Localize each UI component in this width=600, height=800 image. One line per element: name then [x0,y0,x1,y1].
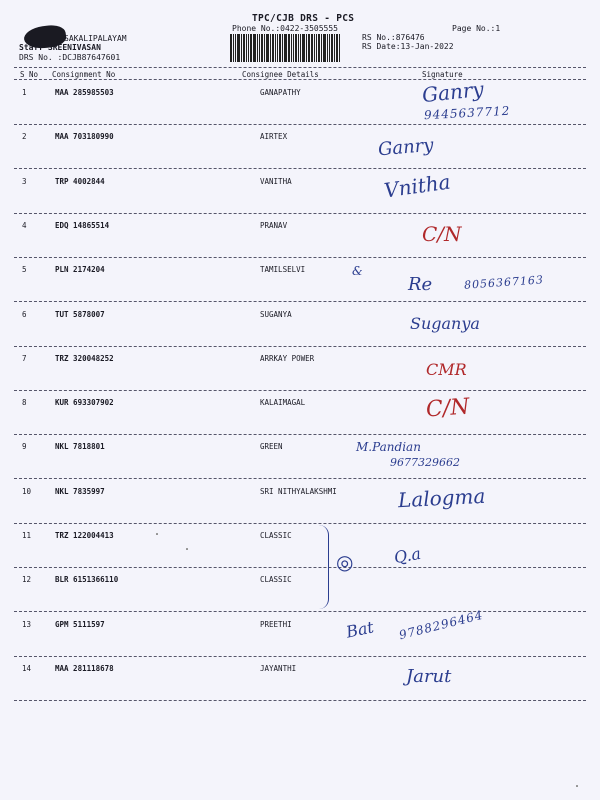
consignee-name: PREETHI [260,620,292,629]
consignee-name: JAYANTHI [260,664,297,673]
barcode-bar [288,34,290,62]
row-number: 3 [22,177,27,186]
signature-9: M.Pandian [356,440,421,454]
row-number: 4 [22,221,27,230]
barcode-bar [233,34,234,62]
barcode-bar [331,34,333,62]
consignment-number: TUT 5878007 [55,310,105,319]
barcode-bar [311,34,313,62]
consignment-number: NKL 7818801 [55,442,105,451]
header-rule-top [14,67,586,68]
consignee-name: VANITHA [260,177,292,186]
barcode-bar [275,34,276,62]
col-header-sno: S No [20,70,39,79]
consignee-name: SRI NITHYALAKSHMI [260,487,337,496]
signature-9-phone: 9677329662 [390,456,460,469]
barcode-bar [306,34,307,62]
signature-6: Suganya [410,314,480,333]
drs-number: DRS No. :DCJB87647601 [19,53,121,62]
row-number: 9 [22,442,27,451]
col-header-signature: Signature [422,70,463,79]
row-number: 2 [22,132,27,141]
barcode-bar [291,34,292,62]
row-divider [14,124,586,125]
row-divider [14,301,586,302]
barcode-bar [327,34,328,62]
barcode-bar [300,34,301,62]
row-divider [14,700,586,701]
consignee-name: GREEN [260,442,283,451]
row-divider [14,346,586,347]
barcode-bar [334,34,335,62]
barcode [230,34,354,62]
barcode-bar [257,34,258,62]
barcode-bar [298,34,299,62]
consignee-name: KALAIMAGAL [260,398,306,407]
page-number: Page No.:1 [452,24,501,33]
row-number: 10 [22,487,32,496]
consignment-number: TRZ 122004413 [55,531,114,540]
consignment-number: TRZ 320048252 [55,354,114,363]
col-header-consignee: Consignee Details [242,70,319,79]
row-number: 1 [22,88,27,97]
branch-location: SAKALIPALAYAM [64,34,127,43]
barcode-bar [308,34,310,62]
header-rule-bottom [14,79,586,80]
consignee-name: GANAPATHY [260,88,301,97]
barcode-bar [248,34,249,62]
consignee-name: ARRKAY POWER [260,354,315,363]
row-number: 12 [22,575,32,584]
scan-speck [156,533,158,535]
signature-11: Q.a [392,543,423,568]
barcode-bar [261,34,263,62]
consignee-name: SUGANYA [260,310,292,319]
barcode-bar [284,34,287,62]
signature-1: Ganry [420,76,485,108]
barcode-bar [250,34,252,62]
barcode-bar [246,34,247,62]
barcode-bar [293,34,294,62]
barcode-bar [243,34,245,62]
consignee-name: TAMILSELVI [260,265,306,274]
consignment-number: MAA 703180990 [55,132,114,141]
barcode-bar [302,34,305,62]
signature-3: Vnitha [382,169,452,203]
staff-name: Staff SREENIVASAN [19,43,101,52]
signature-2: Ganry [377,134,435,161]
row-divider [14,168,586,169]
row-divider [14,567,586,568]
row-number: 7 [22,354,27,363]
consignment-number: TRP 4002844 [55,177,105,186]
signature-14: Jarut [406,666,452,687]
barcode-bar [316,34,317,62]
signature-4: C/N [422,222,462,246]
consignment-number: MAA 281118678 [55,664,114,673]
barcode-bar [230,34,232,62]
consignment-number: BLR 6151366110 [55,575,119,584]
barcode-bar [282,34,283,62]
barcode-bar [241,34,242,62]
barcode-bar [235,34,236,62]
consignee-name: PRANAV [260,221,288,230]
barcode-bar [279,34,281,62]
barcode-bar [253,34,256,62]
barcode-bar [295,34,297,62]
signature-8: C/N [425,394,471,423]
grouping-brace [318,525,329,609]
rs-date: RS Date:13-Jan-2022 [362,42,454,51]
barcode-bar [318,34,320,62]
consignment-number: PLN 2174204 [55,265,105,274]
signature-10: Lalogma [397,483,486,513]
row-number: 14 [22,664,32,673]
scan-speck [576,785,578,787]
row-number: 11 [22,531,32,540]
consignment-number: EDQ 14865514 [55,221,110,230]
row-divider [14,478,586,479]
row-divider [14,434,586,435]
barcode-bar [237,34,240,62]
consignment-number: GPM 5111597 [55,620,105,629]
barcode-bar [329,34,330,62]
signature-5-mark: & [352,264,363,278]
consignment-number: NKL 7835997 [55,487,105,496]
signature-1-phone: 9445637712 [423,103,511,123]
barcode-bar [323,34,326,62]
signature-5-phone: 8056367163 [463,273,545,292]
barcode-bar [266,34,269,62]
barcode-bar [339,34,340,62]
signature-11-circle: ◎ [336,550,354,574]
barcode-bar [272,34,274,62]
barcode-bar [259,34,260,62]
barcode-bar [336,34,338,62]
row-number: 8 [22,398,27,407]
row-divider [14,656,586,657]
phone-number: Phone No.:0422-3505555 [232,24,338,33]
document-title: TPC/CJB DRS - PCS [252,13,355,24]
row-divider [14,213,586,214]
row-number: 13 [22,620,32,629]
row-divider [14,611,586,612]
consignment-number: KUR 693307902 [55,398,114,407]
signature-5: Re [408,274,433,295]
row-divider [14,390,586,391]
barcode-bar [270,34,271,62]
scan-speck [186,548,188,550]
consignee-name: CLASSIC [260,575,292,584]
barcode-bar [321,34,322,62]
row-number: 5 [22,265,27,274]
barcode-bar [264,34,265,62]
row-divider [14,523,586,524]
consignee-name: CLASSIC [260,531,292,540]
signature-7: CMR [426,360,467,379]
barcode-bar [314,34,315,62]
row-divider [14,257,586,258]
signature-13: Bat [344,617,376,642]
row-number: 6 [22,310,27,319]
signature-13-phone: 9788296464 [397,607,485,643]
col-header-consignment: Consignment No [52,70,116,79]
barcode-bar [277,34,278,62]
rs-number: RS No.:876476 [362,33,425,42]
consignment-number: MAA 285985503 [55,88,114,97]
consignee-name: AIRTEX [260,132,288,141]
